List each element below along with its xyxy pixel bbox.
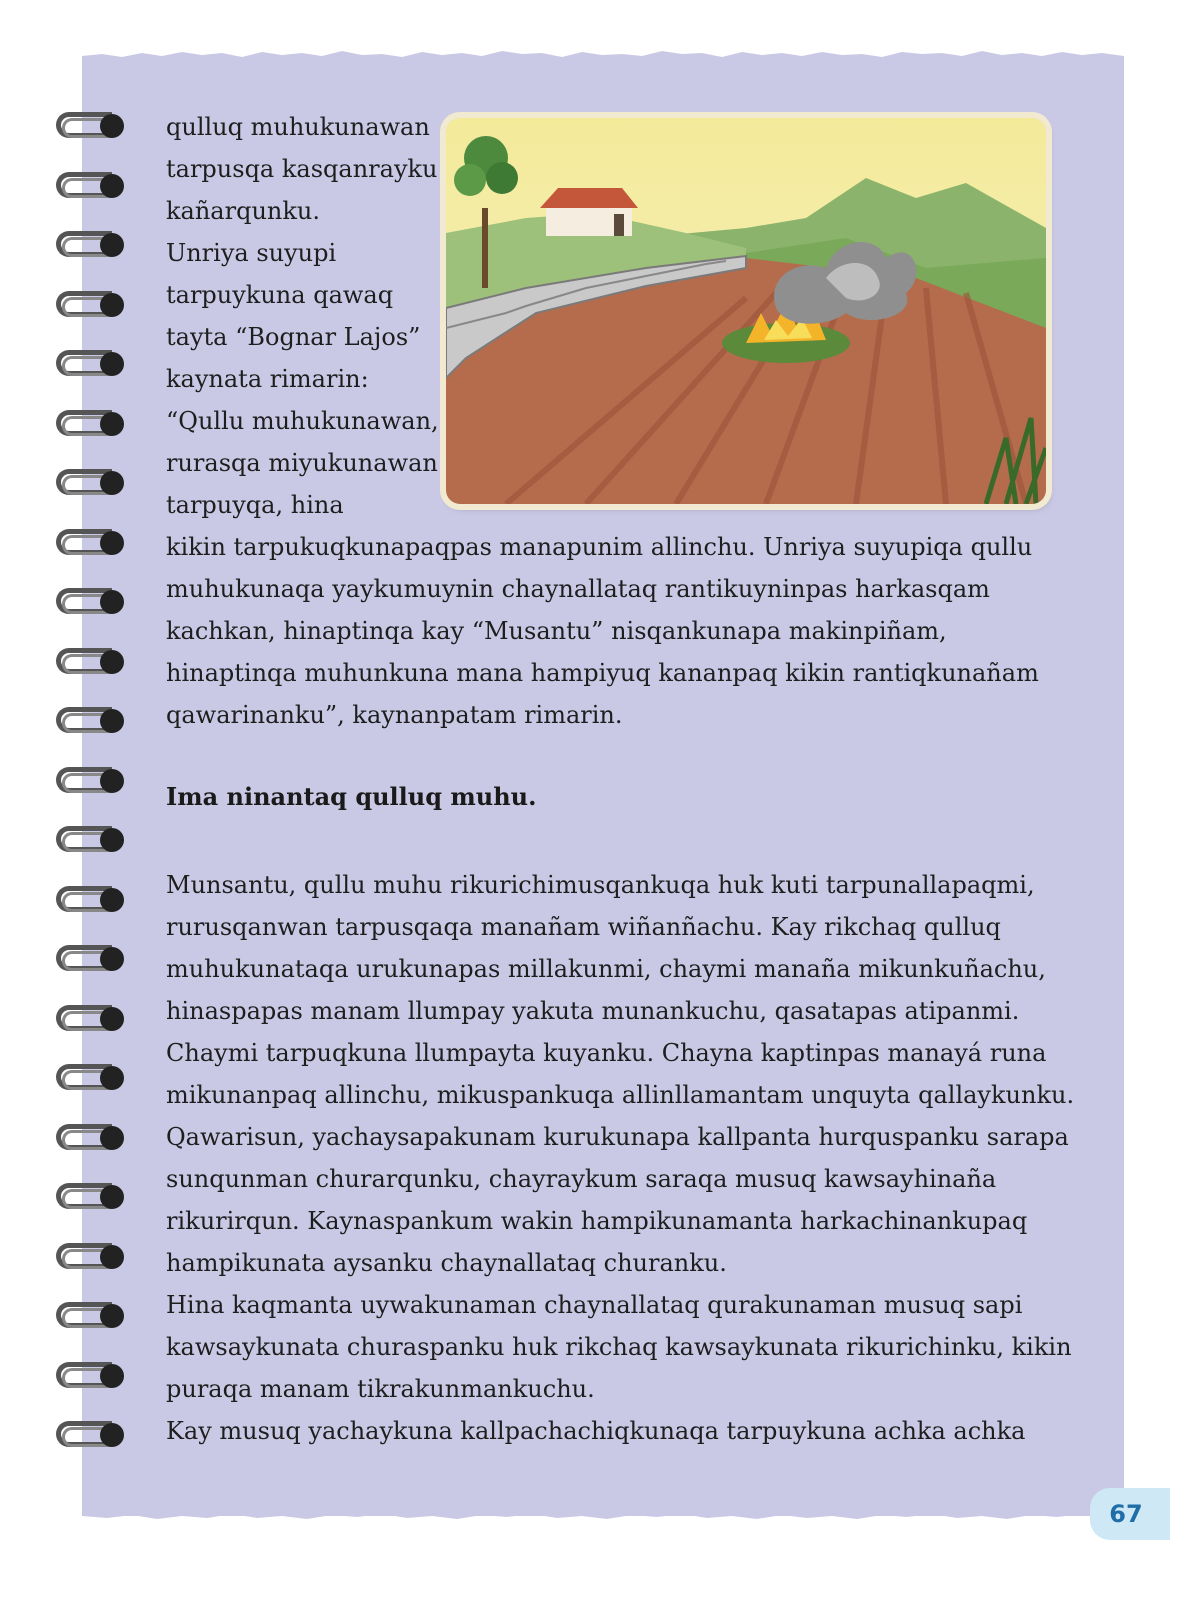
spiral-ring xyxy=(54,346,134,386)
page-number-text: 67 xyxy=(1109,1500,1143,1528)
page-number xyxy=(1090,1488,1170,1540)
text-line: kikin tarpukuqkunapaqpas manapunim allinchu. Unriya suyupiqa qullu xyxy=(166,533,1033,561)
text-line: kawsaykunata churaspanku huk rikchaq kawsaykunata rikurichinku, kikin xyxy=(166,1333,1072,1361)
text-line: hinaspapas manam llumpay yakuta munankuchu, qasatapas atipanmi. xyxy=(166,997,1020,1025)
left-column-text xyxy=(166,106,446,526)
spiral-binding xyxy=(54,108,134,1478)
spiral-ring xyxy=(54,941,134,981)
text-line: sunqunman churarqunku, chayraykum saraqa musuq kawsayhinaña xyxy=(166,1165,997,1193)
text-line: qawarinanku”, kaynanpatam rimarin. xyxy=(166,701,623,729)
spiral-ring xyxy=(54,1060,134,1100)
text-line: Chaymi tarpuqkuna llumpayta kuyanku. Chayna kaptinpas manayá runa xyxy=(166,1039,1047,1067)
landscape-picture xyxy=(446,118,1046,504)
text-line: qulluq muhukunawan xyxy=(166,113,430,141)
spiral-ring xyxy=(54,703,134,743)
torn-bottom-edge xyxy=(82,1510,1124,1522)
text-line: muhukunaqa yaykumuynin chaynallataq rantikuyninpas harkasqam xyxy=(166,575,990,603)
spiral-ring xyxy=(54,1417,134,1457)
text-line: puraqa manam tikrakunmankuchu. xyxy=(166,1375,595,1403)
spiral-ring xyxy=(54,465,134,505)
spiral-ring xyxy=(54,287,134,327)
text-line: tarpuyqa, hina xyxy=(166,491,344,519)
spiral-ring xyxy=(54,1298,134,1338)
text-line: rurasqa miyukunawan xyxy=(166,449,438,477)
text-line: hampikunata aysanku chaynallataq churanku. xyxy=(166,1249,727,1277)
text-line: kaynata rimarin: xyxy=(166,365,369,393)
text-line: rikurirqun. Kaynaspankum wakin hampikunamanta harkachinankupaq xyxy=(166,1207,1028,1235)
spiral-ring xyxy=(54,525,134,565)
text-line: Munsantu, qullu muhu rikurichimusqankuqa huk kuti tarpunallapaqmi, xyxy=(166,871,1035,899)
spiral-ring xyxy=(54,1239,134,1279)
text-line: hinaptinqa muhunkuna mana hampiyuq kananpaq kikin rantiqkunañam xyxy=(166,659,1039,687)
spiral-ring xyxy=(54,644,134,684)
text-line: Unriya suyupi xyxy=(166,239,337,267)
spiral-ring xyxy=(54,882,134,922)
spiral-ring xyxy=(54,406,134,446)
spiral-ring xyxy=(54,1120,134,1160)
paragraph-continuation xyxy=(166,526,1066,736)
text-line: kachkan, hinaptinqa kay “Musantu” nisqankunapa makinpiñam, xyxy=(166,617,947,645)
text-line: “Qullu muhukunawan, xyxy=(166,407,439,435)
spiral-ring xyxy=(54,108,134,148)
text-line: mikunanpaq allinchu, mikuspankuqa allinllamantam unquyta qallaykunku. xyxy=(166,1081,1075,1109)
spiral-ring xyxy=(54,822,134,862)
text-line: muhukunataqa urukunapas millakunmi, chaymi manaña mikunkuñachu, xyxy=(166,955,1046,983)
body-paragraph xyxy=(166,864,1075,1452)
spiral-ring xyxy=(54,168,134,208)
spiral-ring xyxy=(54,1179,134,1219)
spiral-ring xyxy=(54,1001,134,1041)
section-heading: Ima ninantaq qulluq muhu. xyxy=(166,782,537,811)
text-line: kañarqunku. xyxy=(166,197,320,225)
text-line: Hina kaqmanta uywakunaman chaynallataq qurakunaman musuq sapi xyxy=(166,1291,1023,1319)
text-line: tarpusqa kasqanrayku xyxy=(166,155,438,183)
text-line: tayta “Bognar Lajos” xyxy=(166,323,421,351)
spiral-ring xyxy=(54,763,134,803)
spiral-ring xyxy=(54,227,134,267)
spiral-ring xyxy=(54,1358,134,1398)
text-line: tarpuykuna qawaq xyxy=(166,281,394,309)
field-illustration xyxy=(446,118,1046,504)
spiral-ring xyxy=(54,584,134,624)
text-line: Qawarisun, yachaysapakunam kurukunapa kallpanta hurquspanku sarapa xyxy=(166,1123,1069,1151)
text-line: Kay musuq yachaykuna kallpachachiqkunaqa tarpuykuna achka achka xyxy=(166,1417,1026,1445)
text-line: rurusqanwan tarpusqaqa manañam wiñanñachu. Kay rikchaq qulluq xyxy=(166,913,1001,941)
